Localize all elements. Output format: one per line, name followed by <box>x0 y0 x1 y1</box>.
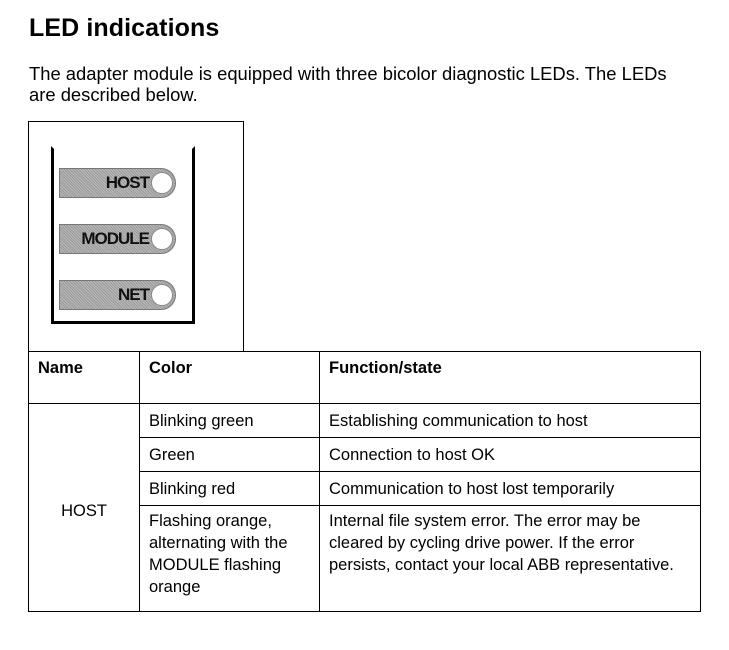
color-cell: Blinking green <box>140 404 320 438</box>
led-net-label: NET <box>118 285 149 304</box>
color-cell: Blinking red <box>140 472 320 506</box>
led-net <box>59 280 196 310</box>
color-cell: Flashing orange, alternating with the MODULE flashing orange <box>140 506 320 612</box>
led-module <box>59 224 196 254</box>
section-heading: LED indications <box>29 14 220 42</box>
led-indications-table <box>28 351 701 612</box>
led-module-label: MODULE <box>81 229 149 248</box>
intro-paragraph: The adapter module is equipped with three bicolor diagnostic LEDs. The LEDs are described below. <box>29 63 667 105</box>
function-cell: Communication to host lost temporarily <box>320 472 701 506</box>
color-cell: Green <box>140 438 320 472</box>
function-cell: Connection to host OK <box>320 438 701 472</box>
header-color: Color <box>140 352 320 404</box>
led-module-indicator-icon <box>151 228 173 250</box>
led-net-indicator-icon <box>151 284 173 306</box>
header-function: Function/state <box>320 352 701 404</box>
function-cell: Internal file system error. The error may be cleared by cycling drive power. If the error persists, contact your local ABB representative. <box>320 506 701 612</box>
table-header-row <box>29 352 701 404</box>
led-host <box>59 168 196 198</box>
led-figure-box <box>28 121 244 352</box>
led-host-label: HOST <box>105 173 149 192</box>
led-panel-illustration <box>51 146 195 324</box>
header-name: Name <box>29 352 140 404</box>
table-row <box>29 404 701 438</box>
led-name-cell: HOST <box>29 404 140 612</box>
function-cell: Establishing communication to host <box>320 404 701 438</box>
led-host-indicator-icon <box>151 172 173 194</box>
